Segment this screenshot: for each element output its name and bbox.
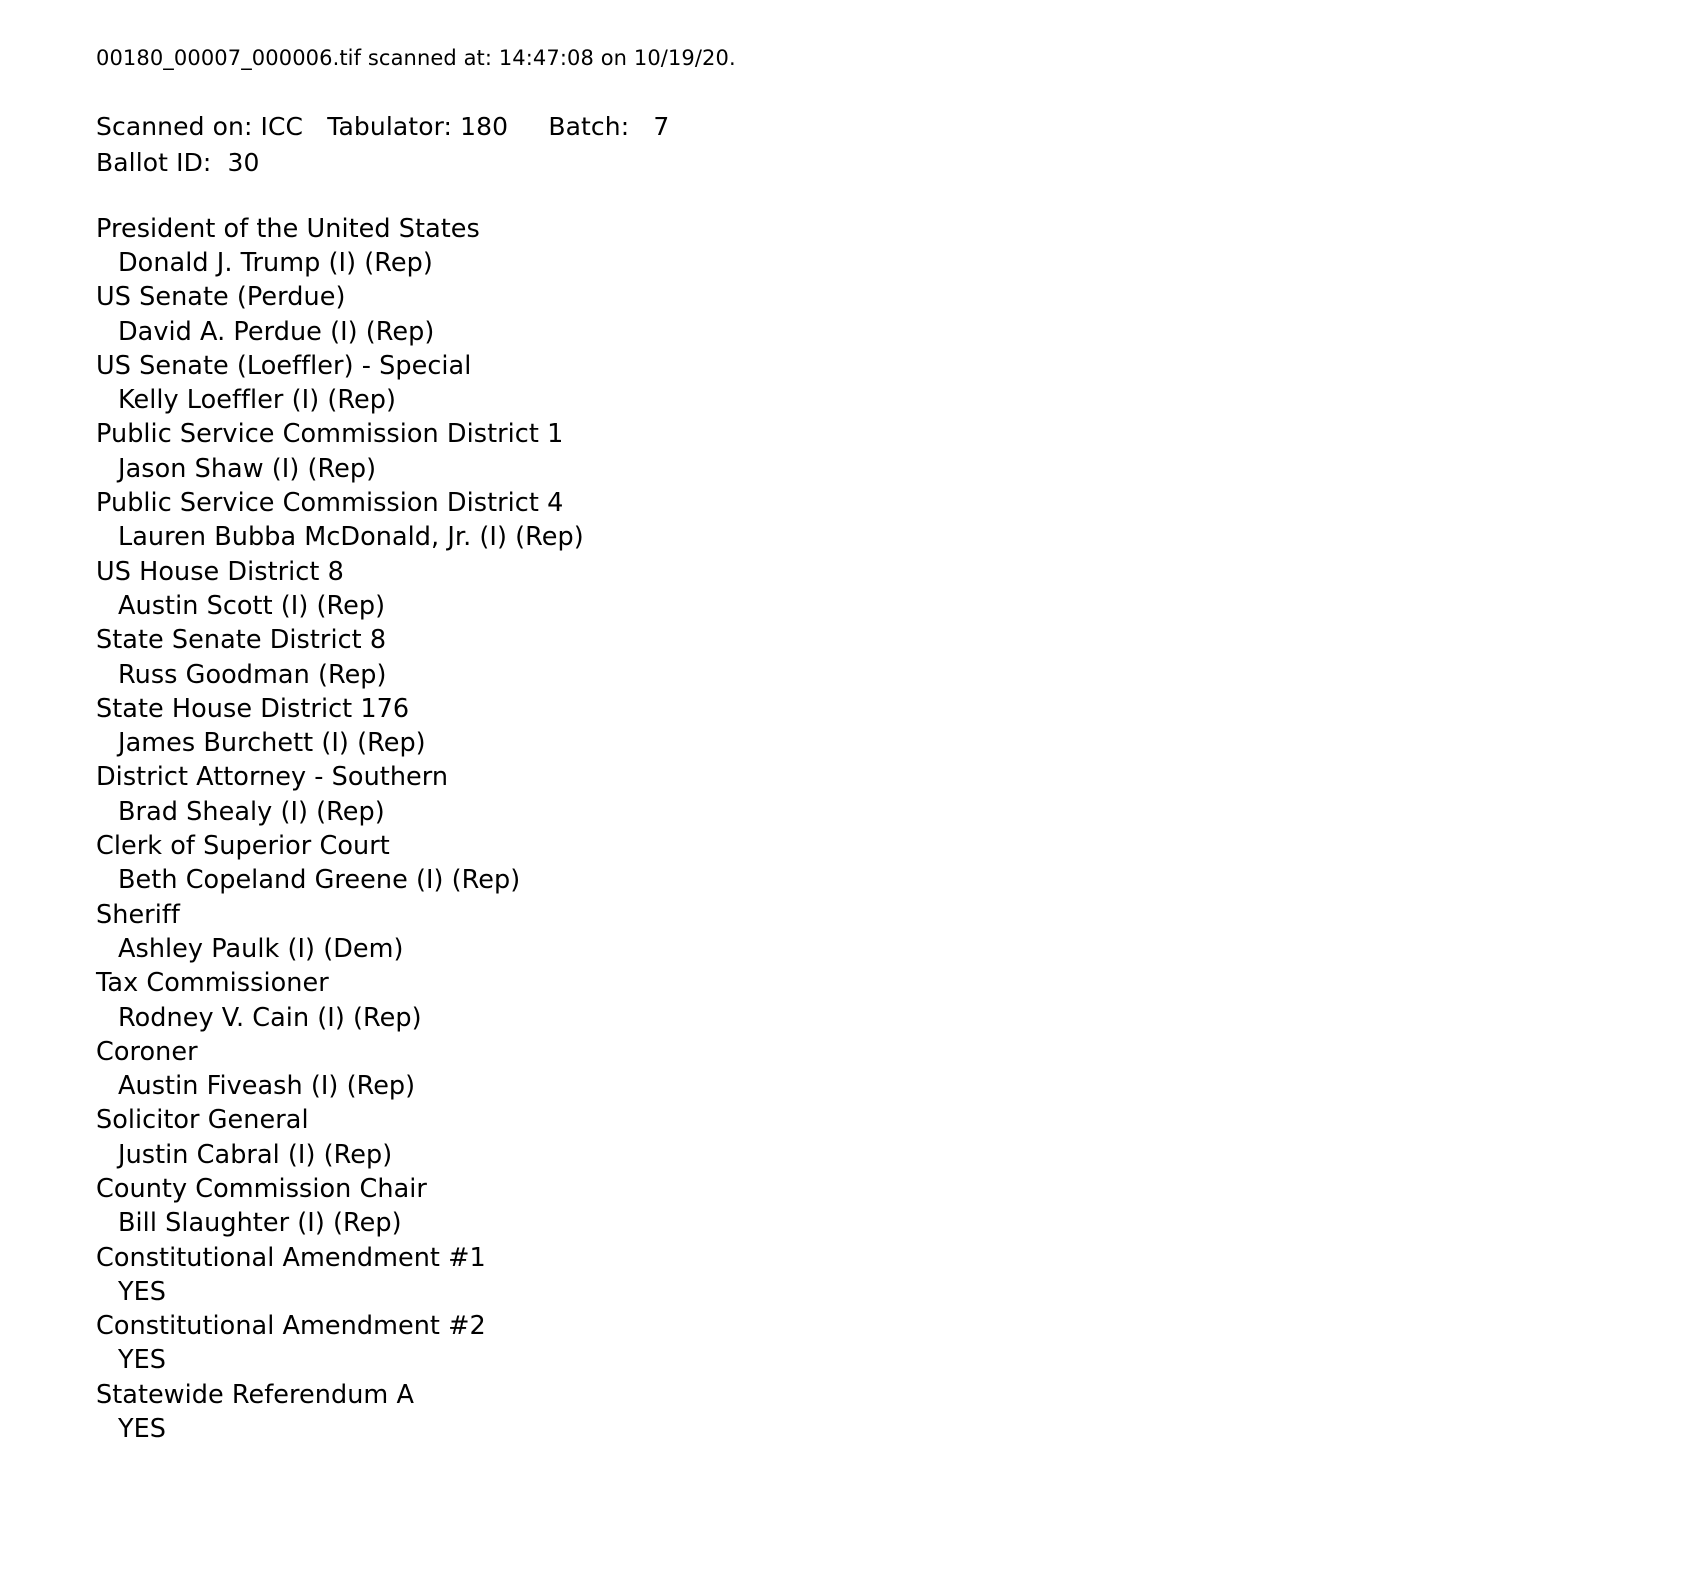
contest-choice: Russ Goodman (Rep) [118,659,387,690]
contest-choice: Brad Shealy (I) (Rep) [118,796,385,827]
contest-title: Public Service Commission District 4 [96,488,564,519]
contest-list [96,212,1706,1447]
contest-title: State Senate District 8 [96,625,387,656]
contest-title: Coroner [96,1036,198,1067]
contest-choice: Austin Scott (I) (Rep) [118,590,386,621]
contest-choice: YES [118,1276,167,1307]
contest-choice: James Burchett (I) (Rep) [118,728,426,759]
contest-title: US House District 8 [96,556,344,587]
contest-choice: Bill Slaughter (I) (Rep) [118,1208,402,1239]
contest-choice: YES [118,1345,167,1376]
contest-title: Solicitor General [96,1105,309,1136]
contest-choice: Ashley Paulk (I) (Dem) [118,933,404,964]
contest-choice: Jason Shaw (I) (Rep) [118,453,377,484]
contest-choice: Rodney V. Cain (I) (Rep) [118,1002,422,1033]
ballot-id-line: Ballot ID: 30 [96,148,260,178]
contest-choice: Lauren Bubba McDonald, Jr. (I) (Rep) [118,522,584,553]
contest-title: Constitutional Amendment #2 [96,1311,486,1342]
contest-title: Clerk of Superior Court [96,831,390,862]
contest-title: US Senate (Loeffler) - Special [96,350,472,381]
contest-title: Tax Commissioner [96,968,329,999]
ballot-metadata [96,109,1706,182]
contest-title: Constitutional Amendment #1 [96,1242,486,1273]
contest-title: US Senate (Perdue) [96,282,346,313]
scan-info-line: Scanned on: ICC Tabulator: 180 Batch: 7 [96,112,670,142]
contest-title: Statewide Referendum A [96,1379,414,1410]
contest-choice: Beth Copeland Greene (I) (Rep) [118,865,521,896]
contest-title: State House District 176 [96,693,410,724]
scan-header-line: 00180_00007_000006.tif scanned at: 14:47:08 on 10/19/20. [96,46,736,70]
contest-title: Public Service Commission District 1 [96,419,564,450]
contest-title: District Attorney - Southern [96,762,449,793]
contest-choice: Justin Cabral (I) (Rep) [118,1139,393,1170]
contest-title: County Commission Chair [96,1174,427,1204]
contest-choice: YES [118,1414,167,1445]
contest-choice: Donald J. Trump (I) (Rep) [118,247,433,278]
contest-title: President of the United States [96,213,480,244]
contest-choice: Austin Fiveash (I) (Rep) [118,1071,416,1102]
contest-title: Sheriff [96,899,180,930]
contest-choice: David A. Perdue (I) (Rep) [118,316,435,347]
contest-choice: Kelly Loeffler (I) (Rep) [118,385,396,416]
